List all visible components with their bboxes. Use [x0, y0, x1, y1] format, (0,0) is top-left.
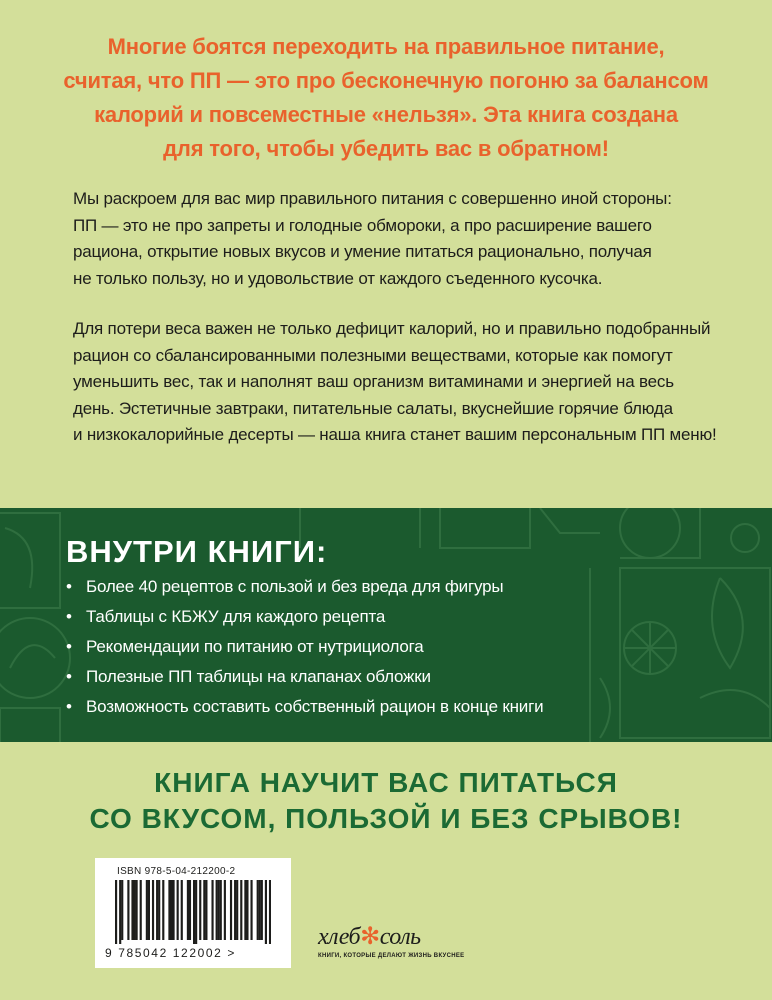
- bullet: •: [66, 607, 72, 626]
- paragraph-line: уменьшить вес, так и наполнят ваш организм витаминами и энергией на весь: [73, 372, 674, 391]
- barcode-bar: [220, 880, 222, 940]
- publisher-name-right: соль: [379, 924, 421, 950]
- barcode-bar: [203, 880, 205, 940]
- description-paragraph-1: [73, 186, 733, 292]
- barcode-bar: [148, 880, 150, 940]
- barcode-bar: [211, 880, 213, 940]
- barcode-bar: [230, 880, 232, 940]
- barcode-bar: [172, 880, 174, 940]
- barcode-bar: [133, 880, 135, 940]
- barcode-bar: [127, 880, 129, 940]
- barcode-bar: [224, 880, 226, 940]
- list-item: [66, 692, 543, 722]
- bullet: •: [66, 637, 72, 656]
- barcode-bar: [162, 880, 164, 940]
- list-item: [66, 572, 543, 602]
- barcode-bar: [250, 880, 252, 940]
- intro-text: [60, 30, 712, 166]
- barcode-bar: [216, 880, 218, 940]
- publisher-name: [318, 922, 488, 951]
- barcode-bar: [181, 880, 183, 940]
- barcode-bar: [177, 880, 179, 940]
- publisher-logo: [318, 922, 488, 959]
- barcode-bar: [199, 880, 201, 940]
- barcode-bar: [205, 880, 207, 940]
- paragraph-line: Для потери веса важен не только дефицит калорий, но и правильно подобранный: [73, 319, 711, 338]
- slogan: [40, 765, 732, 837]
- publisher-name-left: хлеб: [318, 924, 361, 950]
- slogan-line-1: КНИГА НАУЧИТ ВАС ПИТАТЬСЯ: [154, 767, 618, 798]
- isbn-digits: 9 785042 122002 >: [105, 946, 236, 960]
- barcode-bar: [152, 880, 154, 940]
- barcode-bar: [121, 880, 123, 940]
- intro-line: Многие боятся переходить на правильное питание,: [107, 34, 665, 59]
- list-item-text: Таблицы с КБЖУ для каждого рецепта: [86, 607, 386, 626]
- barcode-bar: [259, 880, 261, 940]
- isbn-label: ISBN 978-5-04-212200-2: [117, 866, 236, 877]
- publisher-tagline: КНИГИ, КОТОРЫЕ ДЕЛАЮТ ЖИЗНЬ ВКУСНЕЕ: [318, 953, 465, 959]
- bullet: •: [66, 577, 72, 596]
- slogan-line-2: СО ВКУСОМ, ПОЛЬЗОЙ И БЕЗ СРЫВОВ!: [89, 803, 683, 834]
- barcode-bar: [234, 880, 236, 940]
- inside-book-band: [0, 508, 772, 742]
- barcode-bar: [168, 880, 170, 940]
- barcode-bar: [189, 880, 191, 940]
- barcode-bar: [136, 880, 138, 940]
- list-item: [66, 662, 543, 692]
- intro-line: калорий и повсеместные «нельзя». Эта книга создана: [94, 102, 678, 127]
- inside-book-title: ВНУТРИ КНИГИ:: [66, 534, 328, 569]
- barcode-bar: [119, 880, 121, 944]
- barcode: [115, 880, 271, 944]
- list-item: [66, 632, 543, 662]
- barcode-bar: [146, 880, 148, 940]
- intro-line: для того, чтобы убедить вас в обратном!: [163, 136, 609, 161]
- bullet: •: [66, 667, 72, 686]
- paragraph-line: и низкокалорийные десерты — наша книга станет вашим персональным ПП меню!: [73, 425, 717, 444]
- barcode-bar: [140, 880, 142, 940]
- paragraph-line: Мы раскроем для вас мир правильного питания с совершенно иной стороны:: [73, 189, 672, 208]
- list-item-text: Возможность составить собственный рацион в конце книги: [86, 697, 544, 716]
- barcode-bar: [156, 880, 158, 940]
- barcode-bar: [158, 880, 160, 940]
- list-item-text: Рекомендации по питанию от нутрициолога: [86, 637, 424, 656]
- barcode-bar: [246, 880, 248, 940]
- inside-book-list: [66, 572, 543, 722]
- list-item-text: Более 40 рецептов с пользой и без вреда для фигуры: [86, 577, 504, 596]
- isbn-barcode-box: [95, 858, 291, 968]
- barcode-bar: [265, 880, 267, 944]
- list-item-text: Полезные ПП таблицы на клапанах обложки: [86, 667, 431, 686]
- barcode-bar: [261, 880, 263, 940]
- barcode-bar: [240, 880, 242, 940]
- paragraph-line: день. Эстетичные завтраки, питательные салаты, вкуснейшие горячие блюда: [73, 398, 673, 418]
- list-item: [66, 602, 543, 632]
- description-paragraph-2: [73, 316, 733, 449]
- intro-line: считая, что ПП — это про бесконечную погоню за балансом: [63, 68, 709, 93]
- paragraph-line: не только пользу, но и удовольствие от каждого съеденного кусочка.: [73, 268, 603, 288]
- barcode-bar: [187, 880, 189, 940]
- barcode-bar: [115, 880, 117, 944]
- paragraph-line: рациона, открытие новых вкусов и умение питаться рационально, получая: [73, 242, 652, 261]
- barcode-bar: [218, 880, 220, 940]
- barcode-bar: [236, 880, 238, 940]
- barcode-bar: [131, 880, 133, 940]
- barcode-bar: [193, 880, 195, 944]
- barcode-bar: [170, 880, 172, 940]
- paragraph-line: ПП — это не про запреты и голодные обмороки, а про расширение вашего: [73, 215, 652, 235]
- paragraph-line: рацион со сбалансированными полезными веществами, которые как помогут: [73, 345, 673, 365]
- star-icon: ✻: [360, 924, 380, 950]
- barcode-bar: [269, 880, 271, 944]
- barcode-bar: [244, 880, 246, 940]
- bullet: •: [66, 697, 72, 716]
- barcode-bar: [257, 880, 259, 940]
- barcode-bar: [195, 880, 197, 944]
